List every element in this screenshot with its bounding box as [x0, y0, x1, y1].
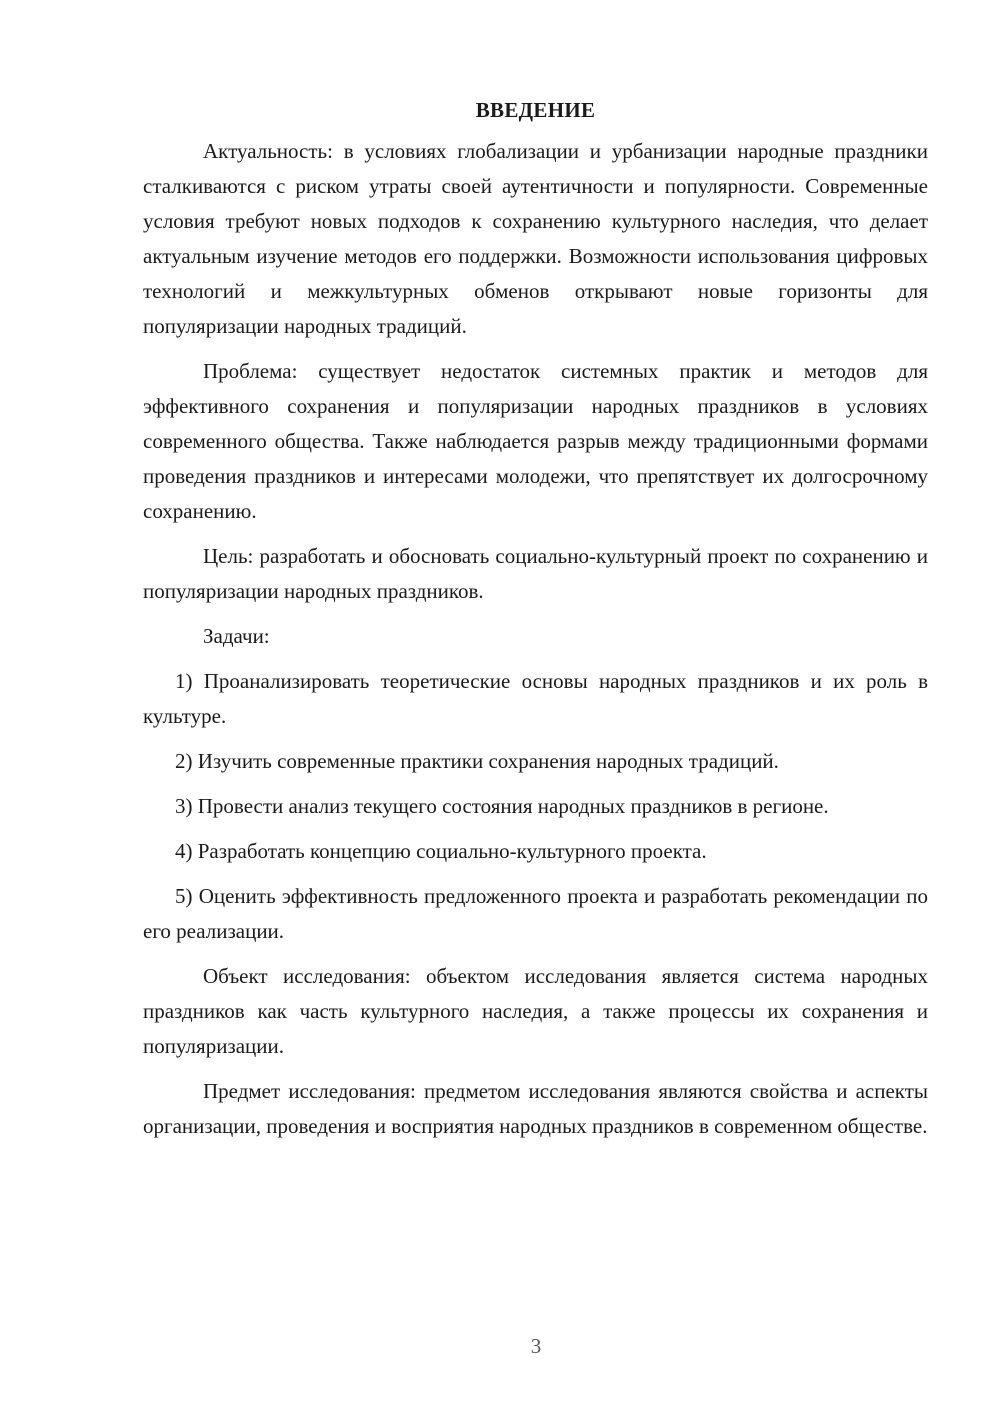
task-item-2: 2) Изучить современные практики сохранения народных традиций.: [175, 749, 779, 773]
relevance-paragraph: Актуальность: в условиях глобализации и урбанизации народные праздники сталкиваются с риском утраты своей аутентичности и популярности. Современные условия требуют новых подходов к сохранению культурного наследия, что делает актуальным изучение методов его поддержки. Возможности использования цифровых технологий и межкультурных обменов открывают новые горизонты для популяризации народных традиций.: [143, 139, 928, 338]
tasks-label: Задачи:: [203, 624, 270, 648]
page-number: 3: [530, 1334, 542, 1358]
task-item-5: 5) Оценить эффективность предложенного проекта и разработать рекомендации по его реализации.: [143, 884, 928, 943]
research-object-paragraph: Объект исследования: объектом исследования является система народных праздников как часть культурного наследия, а также процессы их сохранения и популяризации.: [143, 964, 928, 1058]
page-content: [143, 96, 928, 1154]
problem-paragraph: Проблема: существует недостаток системных практик и методов для эффективного сохранения и популяризации народных праздников в условиях современного общества. Также наблюдается разрыв между традиционными формами проведения праздников и интересами молодежи, что препятствует их долгосрочному сохранению.: [143, 359, 928, 523]
task-item-3: 3) Провести анализ текущего состояния народных праздников в регионе.: [175, 794, 829, 818]
task-item-4: 4) Разработать концепцию социально-культурного проекта.: [175, 839, 707, 863]
research-subject-paragraph: Предмет исследования: предметом исследования являются свойства и аспекты организации, проведения и восприятия народных праздников в современном обществе.: [143, 1079, 928, 1138]
goal-paragraph: Цель: разработать и обосновать социально-культурный проект по сохранению и популяризации народных праздников.: [143, 544, 928, 603]
section-heading: ВВЕДЕНИЕ: [475, 98, 596, 122]
task-item-1: 1) Проанализировать теоретические основы народных праздников и их роль в культуре.: [143, 669, 928, 728]
